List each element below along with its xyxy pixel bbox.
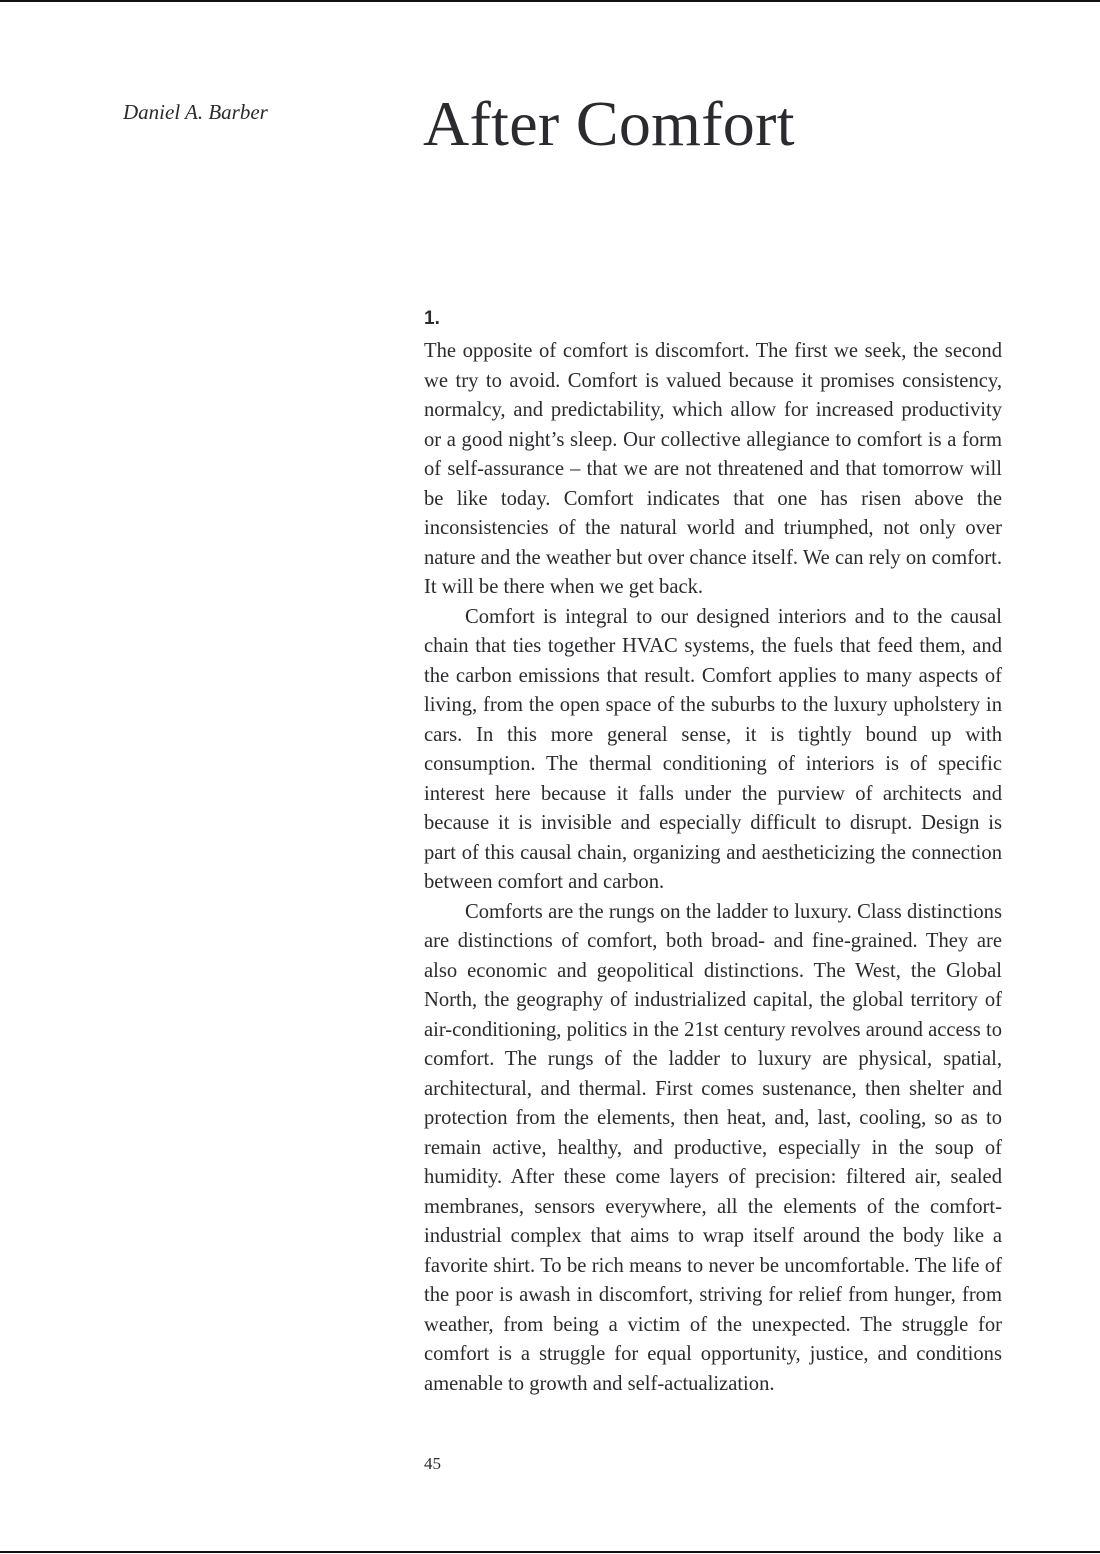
body-text <box>424 337 1002 1399</box>
paragraph: The opposite of comfort is discomfort. The first we seek, the second we try to avoid. Comfort is valued because it promises consistency, normalcy, and predictability, which allow for increased productivity or a good night’s sleep. Our collective allegiance to comfort is a form of self-assurance – that we are not threatened and that tomorrow will be like today. Comfort indicates that one has risen above the inconsistencies of the natural world and triumphed, not only over nature and the weather but over chance itself. We can rely on comfort. It will be there when we get back. <box>424 340 1002 598</box>
top-rule <box>0 0 1100 2</box>
page-title: After Comfort <box>423 88 795 159</box>
section-number: 1. <box>424 308 440 329</box>
paragraph: Comforts are the rungs on the ladder to luxury. Class distinctions are distinctions of comfort, both broad- and fine-grained. They are also economic and geopolitical distinctions. The West, the Global North, the geography of industrialized capital, the global territory of air-conditioning, politics in the 21st century revolves around access to comfort. The rungs of the ladder to luxury are physical, spatial, architectural, and thermal. First comes sustenance, then shelter and protection from the elements, then heat, and, last, cooling, so as to remain active, healthy, and productive, especially in the soup of humidity. After these come layers of precision: filtered air, sealed membranes, sensors everywhere, all the elements of the comfort-industrial complex that aims to wrap itself around the body like a favorite shirt. To be rich means to never be uncomfortable. The life of the poor is awash in discomfort, striving for relief from hunger, from weather, from being a victim of the unexpected. The struggle for comfort is a struggle for equal opportunity, justice, and conditions amenable to growth and self-actualization. <box>424 900 1002 1395</box>
paragraph: Comfort is integral to our designed interiors and to the causal chain that ties together HVAC systems, the fuels that feed them, and the carbon emissions that result. Comfort applies to many aspects of living, from the open space of the suburbs to the luxury upholstery in cars. In this more general sense, it is tightly bound up with consumption. The thermal conditioning of interiors is of specific interest here because it falls under the purview of architects and because it is invisible and especially difficult to disrupt. Design is part of this causal chain, organizing and aestheticizing the connection between comfort and carbon. <box>424 605 1002 893</box>
bottom-rule <box>0 1551 1100 1553</box>
author-name: Daniel A. Barber <box>123 100 268 124</box>
page-number: 45 <box>424 1454 441 1473</box>
